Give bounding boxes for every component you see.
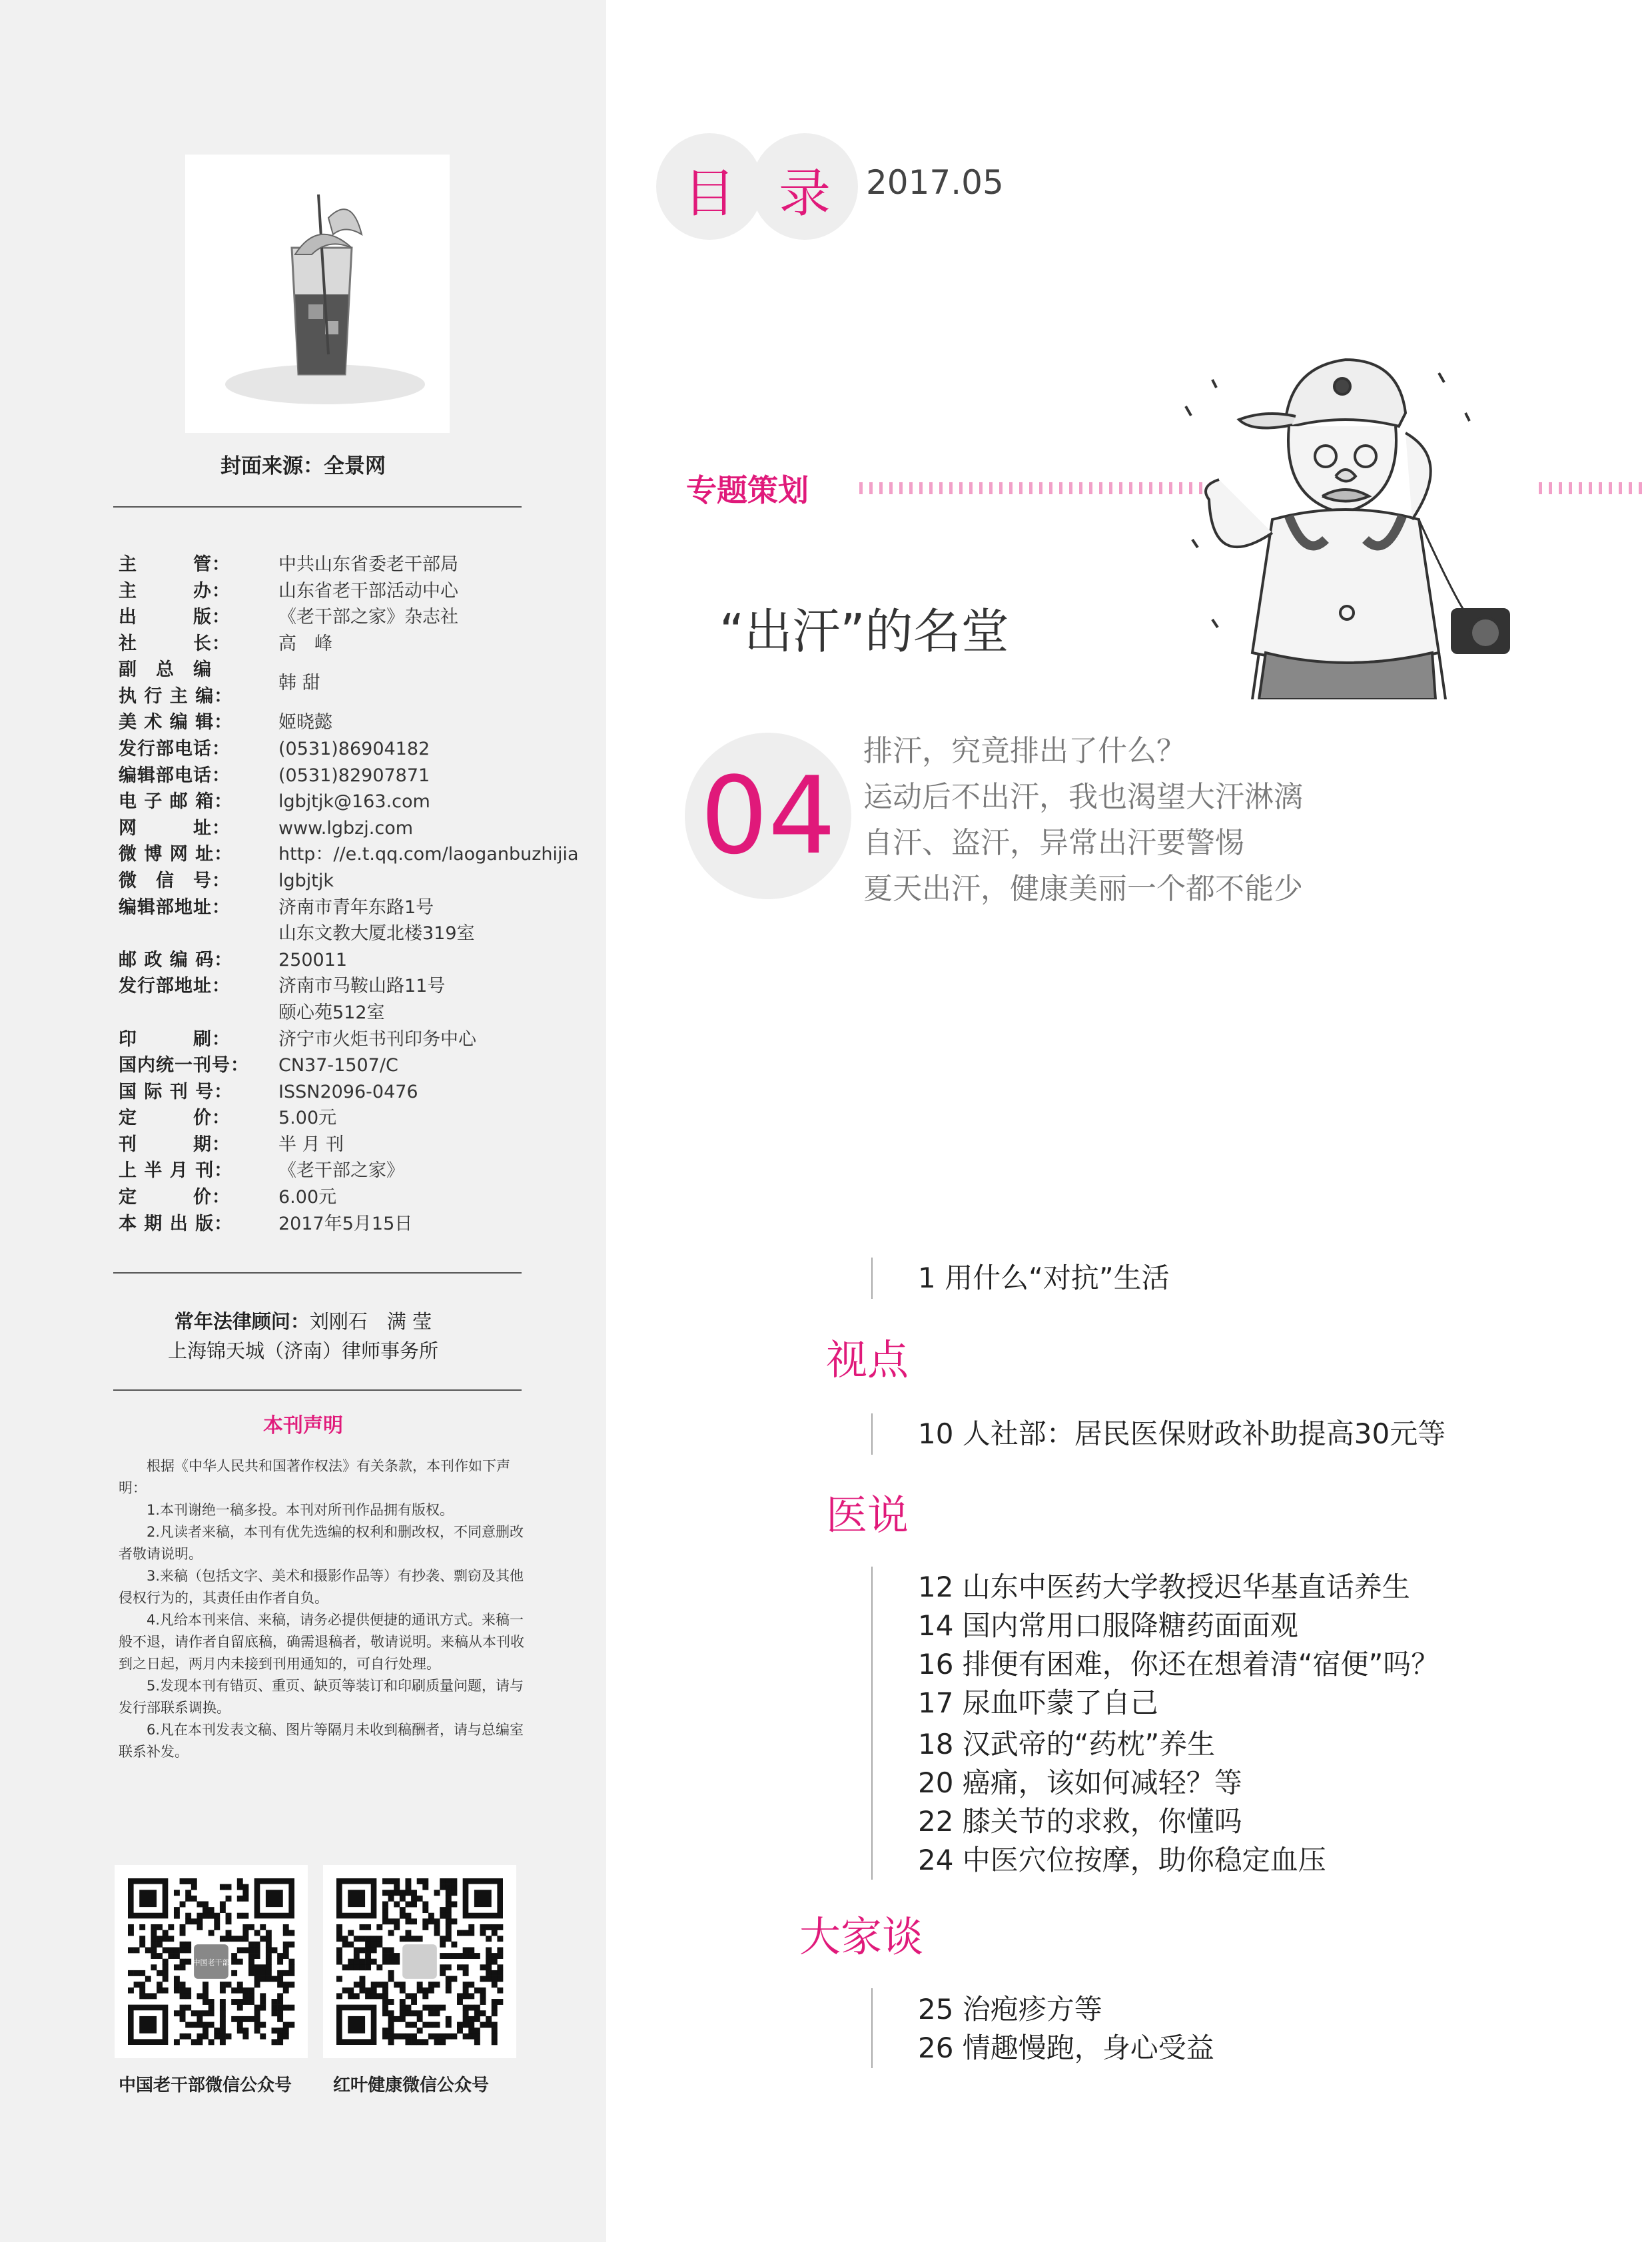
masthead-row bbox=[119, 1158, 585, 1184]
masthead-row bbox=[119, 552, 585, 578]
masthead-value: 半 月 刊 bbox=[278, 1134, 344, 1155]
masthead-row bbox=[119, 631, 585, 657]
toc-section-heading: 视点 bbox=[826, 1335, 909, 1384]
masthead-value: 颐心苑512室 bbox=[278, 1002, 385, 1023]
sidebar bbox=[0, 0, 606, 2242]
masthead-label: 编辑部电话： bbox=[119, 765, 230, 786]
masthead-row bbox=[119, 841, 585, 868]
divider bbox=[113, 506, 522, 508]
notice-title: 本刊声明 bbox=[263, 1414, 343, 1437]
masthead-value: 济南市马鞍山路11号 bbox=[278, 976, 446, 997]
masthead-row bbox=[119, 763, 585, 789]
divider bbox=[113, 1389, 522, 1391]
feature-article[interactable]: 运动后不出汗，我也渴望大汗淋漓 bbox=[863, 780, 1303, 814]
masthead-row bbox=[119, 709, 585, 736]
feature-article[interactable]: 排汗，究竟排出了什么？ bbox=[863, 734, 1186, 768]
dotted-rule bbox=[1539, 482, 1649, 494]
feature-title: “出汗”的名堂 bbox=[719, 603, 1009, 659]
masthead-label: 印 刷： bbox=[119, 1028, 230, 1050]
masthead-row bbox=[119, 921, 585, 947]
masthead-value: 5.00元 bbox=[278, 1108, 337, 1129]
notice-body bbox=[119, 1455, 525, 1763]
qr-code-hongye bbox=[323, 1865, 516, 2058]
toc-item[interactable]: 14 国内常用口服降糖药面面观 bbox=[918, 1609, 1298, 1642]
masthead-value: 济宁市火炬书刊印务中心 bbox=[278, 1028, 476, 1050]
toc-separator bbox=[871, 1567, 873, 1880]
toc-separator bbox=[871, 1258, 873, 1299]
masthead-label: 定 价： bbox=[119, 1108, 230, 1129]
qr-caption: 中国老干部微信公众号 bbox=[119, 2075, 292, 2095]
notice-item: 5.发现本刊有错页、重页、缺页等装订和印刷质量问题，请与发行部联系调换。 bbox=[119, 1678, 524, 1716]
issue-date: 2017.05 bbox=[866, 163, 1004, 202]
qr-logo-text: 中国老干部 bbox=[193, 1958, 230, 1967]
masthead-value: 6.00元 bbox=[278, 1187, 337, 1208]
masthead-label: 主 管： bbox=[119, 554, 230, 575]
masthead-value: 250011 bbox=[278, 949, 348, 970]
legal-counsel bbox=[0, 1307, 606, 1365]
legal-label: 常年法律顾问： bbox=[174, 1310, 310, 1333]
masthead-row bbox=[119, 947, 585, 974]
feature-article-list bbox=[863, 728, 1303, 912]
masthead-value: CN37-1507/C bbox=[278, 1055, 398, 1076]
feature-article[interactable]: 自汗、盗汗，异常出汗要警惕 bbox=[863, 826, 1244, 860]
masthead-value: http：//e.t.qq.com/laoganbuzhijia bbox=[278, 844, 579, 865]
masthead-label: 刊 期： bbox=[119, 1134, 230, 1155]
masthead-row bbox=[119, 868, 585, 895]
masthead-row bbox=[119, 815, 585, 842]
toc-title-char: 目 bbox=[683, 164, 735, 224]
notice-item: 3.来稿（包括文字、美术和摄影作品等）有抄袭、剽窃及其他侵权行为的，其责任由作者自负。 bbox=[119, 1568, 524, 1606]
masthead-value: www.lgbzj.com bbox=[278, 817, 414, 839]
feature-tag: 专题策划 bbox=[686, 472, 809, 508]
toc-item[interactable]: 12 山东中医药大学教授迟华基直话养生 bbox=[918, 1571, 1410, 1603]
masthead-value: 韩 甜 bbox=[278, 673, 320, 694]
masthead-label: 社 长： bbox=[119, 633, 230, 654]
masthead-label: 发行部地址： bbox=[119, 976, 230, 997]
toc-title-char: 录 bbox=[778, 164, 831, 224]
masthead-row bbox=[119, 1079, 585, 1106]
masthead-value: (0531)82907871 bbox=[278, 765, 430, 786]
masthead-row bbox=[119, 657, 585, 709]
toc-item[interactable]: 24 中医穴位按摩，助你稳定血压 bbox=[918, 1844, 1326, 1876]
toc-item[interactable]: 16 排便有困难，你还在想着清“宿便”吗？ bbox=[918, 1648, 1440, 1681]
masthead-label: 本 期 出 版： bbox=[119, 1213, 233, 1234]
notice-item: 1.本刊谢绝一稿多投。本刊对所刊作品拥有版权。 bbox=[147, 1502, 454, 1518]
masthead-row bbox=[119, 1211, 585, 1238]
masthead-row bbox=[119, 736, 585, 763]
masthead-row bbox=[119, 604, 585, 631]
masthead-value: 山东文教大厦北楼319室 bbox=[278, 923, 475, 944]
masthead-value: 中共山东省委老干部局 bbox=[278, 554, 458, 575]
toc-separator bbox=[871, 1988, 873, 2068]
masthead-value: 姬晓懿 bbox=[278, 712, 332, 733]
cover-image bbox=[185, 155, 450, 433]
toc-item[interactable]: 10 人社部：居民医保财政补助提高30元等 bbox=[918, 1417, 1446, 1450]
toc-item[interactable]: 22 膝关节的求救，你懂吗 bbox=[918, 1805, 1242, 1838]
toc-item[interactable]: 20 癌痛，该如何减轻？等 bbox=[918, 1766, 1242, 1799]
masthead-row bbox=[119, 895, 585, 921]
sweating-man-illustration bbox=[1172, 340, 1532, 699]
toc-item[interactable]: 25 治疱疹方等 bbox=[918, 1993, 1102, 2026]
masthead-value: ISSN2096-0476 bbox=[278, 1081, 418, 1102]
feature-page-number: 04 bbox=[700, 753, 836, 878]
toc-section-heading: 医说 bbox=[826, 1491, 909, 1539]
masthead-label: 定 价： bbox=[119, 1187, 230, 1208]
notice-intro: 根据《中华人民共和国著作权法》有关条款，本刊作如下声明： bbox=[119, 1458, 510, 1496]
notice-item: 4.凡给本刊来信、来稿，请务必提供便捷的通讯方式。来稿一般不退，请作者自留底稿，确需退稿者，敬请说明。来稿从本刊收到之日起，两月内未接到刊用通知的，可自行处理。 bbox=[119, 1612, 524, 1672]
masthead-label: 微 信 号： bbox=[119, 870, 230, 891]
masthead-value: lgbjtjk@163.com bbox=[278, 791, 430, 813]
masthead-label: 国 际 刊 号： bbox=[119, 1081, 233, 1102]
masthead bbox=[119, 552, 585, 1237]
masthead-label: 微 博 网 址： bbox=[119, 844, 233, 865]
toc-item[interactable]: 1 用什么“对抗”生活 bbox=[918, 1262, 1170, 1294]
masthead-label: 发行部电话： bbox=[119, 738, 230, 759]
masthead-row bbox=[119, 1184, 585, 1211]
masthead-label: 网 址： bbox=[119, 817, 230, 839]
toc-separator bbox=[871, 1413, 873, 1455]
masthead-row bbox=[119, 1000, 585, 1026]
masthead-row bbox=[119, 1105, 585, 1132]
toc-section-heading: 大家谈 bbox=[799, 1912, 924, 1961]
masthead-label: 编辑部地址： bbox=[119, 897, 230, 918]
masthead-value: 山东省老干部活动中心 bbox=[278, 580, 458, 601]
masthead-value: 《老干部之家》 bbox=[278, 1160, 404, 1182]
masthead-label: 美 术 编 辑： bbox=[119, 712, 233, 733]
masthead-value: 2017年5月15日 bbox=[278, 1213, 413, 1234]
masthead-value: 济南市青年东路1号 bbox=[278, 897, 434, 918]
masthead-row bbox=[119, 1132, 585, 1158]
toc-item[interactable]: 18 汉武帝的“药枕”养生 bbox=[918, 1728, 1216, 1760]
masthead-row bbox=[119, 578, 585, 605]
masthead-row bbox=[119, 789, 585, 815]
masthead-label: 主 办： bbox=[119, 580, 230, 601]
qr-code-laoganbu bbox=[115, 1865, 308, 2058]
masthead-row bbox=[119, 973, 585, 1000]
notice-item: 6.凡在本刊发表文稿、图片等隔月未收到稿酬者，请与总编室联系补发。 bbox=[119, 1722, 524, 1760]
masthead-label: 出 版： bbox=[119, 607, 230, 628]
legal-firm: 上海锦天城（济南）律师事务所 bbox=[167, 1339, 438, 1362]
divider bbox=[113, 1272, 522, 1274]
masthead-value: 高 峰 bbox=[278, 633, 332, 654]
masthead-label: 电 子 邮 箱： bbox=[119, 791, 233, 813]
dotted-rule bbox=[859, 482, 1212, 494]
masthead-value: 《老干部之家》杂志社 bbox=[278, 607, 458, 628]
masthead-label: 国内统一刊号： bbox=[119, 1055, 249, 1076]
masthead-row bbox=[119, 1052, 585, 1079]
masthead-label: 副 总 编 执 行 主 编： bbox=[119, 659, 233, 707]
toc-item[interactable]: 17 尿血吓蒙了自己 bbox=[918, 1686, 1158, 1719]
toc-item[interactable]: 26 情趣慢跑，身心受益 bbox=[918, 2032, 1214, 2064]
qr-caption: 红叶健康微信公众号 bbox=[333, 2075, 490, 2095]
legal-names: 刘刚石 满 莹 bbox=[309, 1310, 432, 1333]
cover-caption: 封面来源：全景网 bbox=[220, 454, 386, 478]
notice-item: 2.凡读者来稿，本刊有优先选编的权利和删改权，不同意删改者敬请说明。 bbox=[119, 1524, 524, 1562]
masthead-value: (0531)86904182 bbox=[278, 738, 430, 759]
masthead-row bbox=[119, 1026, 585, 1053]
feature-article[interactable]: 夏天出汗，健康美丽一个都不能少 bbox=[863, 872, 1303, 906]
masthead-label: 上 半 月 刊： bbox=[119, 1160, 233, 1182]
masthead-value: lgbjtjk bbox=[278, 870, 334, 891]
masthead-label: 邮 政 编 码： bbox=[119, 949, 233, 970]
